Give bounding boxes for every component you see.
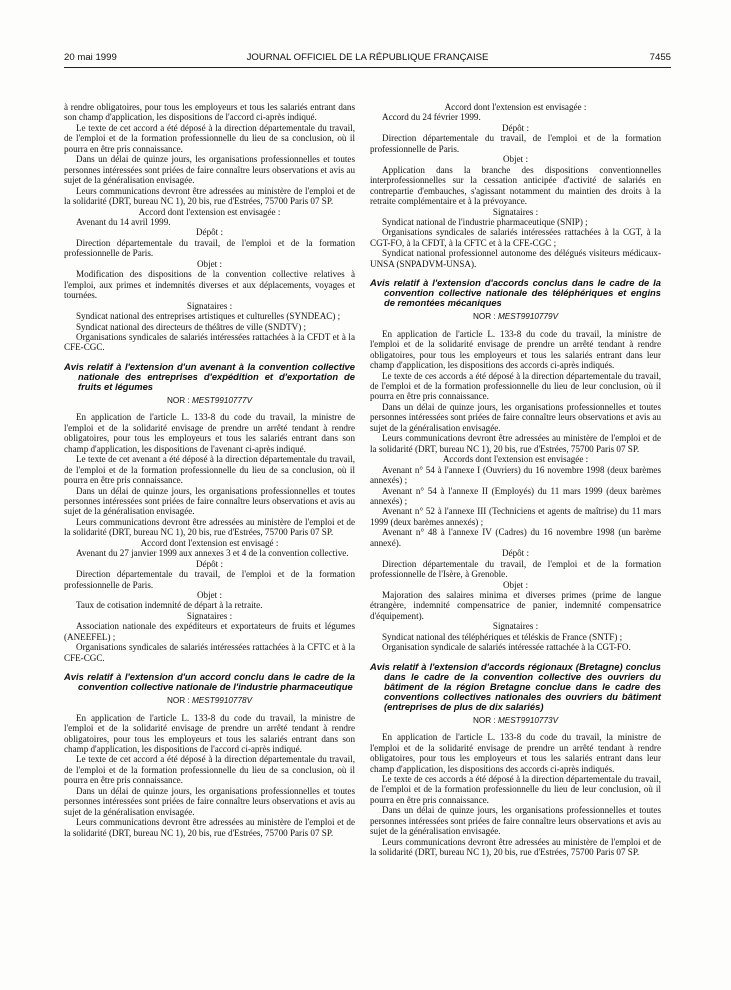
paragraph: Dans un délai de quinze jours, les organisations professionnelles et toutes personnes intéressées sont priées de faire connaître leurs observations et avis au sujet de la généralisation envisagée. [64, 485, 355, 517]
nor-reference [370, 312, 661, 322]
notice-heading: Avis relatif à l'extension d'accords régionaux (Bretagne) conclus dans le cadre de la convention collective des ouvriers du bâtiment de la région Bretagne conclue dans le cadre des conventions collectives nationales des ouvriers du bâtiment (entreprises de plus de dix salariés) [370, 660, 661, 712]
paragraph: Syndicat national des téléphériques et téléskis de France (SNTF) ; [382, 631, 623, 642]
section-label: Accord dont l'extension est envisagée : [138, 206, 281, 217]
section-label: Dépôt : [195, 558, 224, 569]
nor-reference [64, 696, 355, 706]
paragraph: Dans un délai de quinze jours, les organisations professionnelles et toutes personnes intéressées sont priées de faire connaître leurs observations et avis au sujet de la généralisation envisagée. [64, 154, 355, 186]
nor-label: NOR : [166, 395, 192, 405]
paragraph: Avenant du 14 avril 1999. [76, 216, 171, 227]
paragraph: Application dans la branche des dispositions conventionnelles interprofessionnelles sur la cessation anticipée d'activité de salariés en contrepartie d'embauches, s'agissant notamment du maintien des droits à la retraite complémentaire et à la prévoyance. [370, 164, 661, 207]
header-journal-title: JOURNAL OFFICIEL DE LA RÉPUBLIQUE FRANÇAISE [246, 52, 489, 63]
section-label: Dépôt : [195, 227, 224, 238]
section-label: Accords dont l'extension est envisagée : [442, 454, 589, 465]
section-label: Signataires : [492, 621, 539, 632]
paragraph: Le texte de cet avenant a été déposé à la direction départementale du travail, de l'emploi et de la formation professionnelle du lieu de sa conclusion, où il pourra en être pris connaissance. [64, 454, 355, 486]
nor-code: MEST9910773V [497, 715, 559, 725]
paragraph: En application de l'article L. 133-8 du code du travail, la ministre de l'emploi et de la solidarité envisage de prendre un arrêté tendant à rendre obligatoires, pour tous les employeurs et tous les salariés entrant dans son champ d'application, les dispositions de l'accord ci-après indiqué. [64, 712, 355, 755]
nor-code: MEST9910778V [191, 696, 253, 706]
paragraph: Dans un délai de quinze jours, les organisations professionnelles et toutes personnes intéressées sont priées de faire connaître leurs observations et avis au sujet de la généralisation envisagée. [370, 805, 661, 837]
paragraph: Leurs communications devront être adressées au ministère de l'emploi et de la solidarité (DRT, bureau NC 1), 20 bis, rue d'Estrées, 75700 Paris 07 SP. [64, 185, 355, 207]
paragraph: Avenant n° 54 à l'annexe I (Ouvriers) du 16 novembre 1998 (deux barèmes annexés) ; [370, 464, 661, 486]
nor-code: MEST9910777V [191, 395, 253, 405]
paragraph: Leurs communications devront être adressées au ministère de l'emploi et de la solidarité (DRT, bureau NC 1), 20 bis, rue d'Estrées, 75700 Paris 07 SP. [64, 516, 355, 538]
paragraph: En application de l'article L. 133-8 du code du travail, la ministre de l'emploi et de la solidarité envisage de prendre un arrêté tendant à rendre obligatoires, pour tous les employeurs et tous les salariés entrant dans leur champ d'application, les dispositions des accords ci-après indiqués. [370, 732, 661, 774]
paragraph: Avenant n° 52 à l'annexe III (Techniciens et agents de maîtrise) du 11 mars 1999 (deux barèmes annexés) ; [370, 506, 661, 527]
section-label: Dépôt : [501, 122, 530, 133]
running-header [64, 52, 671, 66]
header-page-number: 7455 [649, 52, 671, 63]
notice-heading: Avis relatif à l'extension d'un avenant à la convention collective nationale des entreprises d'expédition et d'exportation de fruits et légumes [64, 360, 355, 392]
paragraph: Avenant n° 48 à l'annexe IV (Cadres) du 16 novembre 1998 (un barème annexé). [370, 527, 661, 548]
nor-label: NOR : [472, 312, 498, 322]
section-label: Signataires : [186, 610, 233, 621]
paragraph: Avenant n° 54 à l'annexe II (Employés) du 11 mars 1999 (deux barèmes annexés) ; [370, 485, 661, 506]
paragraph: Direction départementale du travail, de l'emploi et de la formation professionnelle de Paris. [64, 237, 355, 259]
paragraph: Avenant du 27 janvier 1999 aux annexes 3 et 4 de la convention collective. [76, 548, 349, 559]
paragraph: Taux de cotisation indemnité de départ à la retraite. [76, 600, 263, 611]
section-label: Objet : [196, 590, 222, 601]
section-label: Accord dont l'extension est envisagé : [140, 537, 279, 548]
paragraph: à rendre obligatoires, pour tous les employeurs et tous les salariés entrant dans son champ d'application, les dispositions de l'accord ci-après indiqué. [64, 102, 355, 123]
nor-reference [370, 716, 661, 726]
paragraph: Accord du 24 février 1999. [382, 112, 481, 123]
notice-heading: Avis relatif à l'extension d'un accord conclu dans le cadre de la convention collective nationale de l'industrie pharmaceutique [64, 671, 355, 693]
paragraph: Dans un délai de quinze jours, les organisations professionnelles et toutes personnes intéressées sont priées de faire connaître leurs observations et avis au sujet de la généralisation envisagée. [370, 401, 661, 433]
paragraph: Organisations syndicales de salariés intéressées rattachées à la CFDT et à la CFE-CGC. [64, 331, 355, 353]
nor-code: MEST9910779V [497, 312, 559, 322]
paragraph: Organisations syndicales de salariés intéressées rattachées à la CGT, à la CGT-FO, à la CFDT, à la CFTC et à la CFE-CGC ; [370, 227, 661, 248]
paragraph: Le texte de ces accords a été déposé à la direction départementale du travail, de l'emploi et de la formation professionnelle du lieu de leur conclusion, où il pourra en être pris connaissance. [370, 774, 661, 805]
nor-label: NOR : [472, 715, 498, 725]
paragraph: Leurs communications devront être adressées au ministère de l'emploi et de la solidarité (DRT, bureau NC 1), 20 bis, rue d'Estrées, 75700 Paris 07 SP. [370, 836, 661, 858]
paragraph: Organisation syndicale de salariés intéressée rattachée à la CGT-FO. [382, 642, 631, 653]
left-column [64, 102, 355, 838]
nor-label: NOR : [166, 696, 192, 706]
nor-reference [64, 396, 355, 406]
paragraph: Direction départementale du travail, de l'emploi et de la formation professionnelle de l'Isère, à Grenoble. [370, 558, 661, 580]
paragraph: Le texte de cet accord a été déposé à la direction départementale du travail, de l'emploi et de la formation professionnelle du lieu de sa conclusion, où il pourra en être pris connaissance. [64, 122, 355, 154]
paragraph: En application de l'article L. 133-8 du code du travail, la ministre de l'emploi et de la solidarité envisage de prendre un arrêté tendant à rendre obligatoires, pour tous les employeurs et tous les salariés entrant dans leur champ d'application, les dispositions des accords ci-après indiqués. [370, 328, 661, 371]
section-label: Accord dont l'extension est envisagée : [444, 102, 587, 112]
paragraph: Leurs communications devront être adressées au ministère de l'emploi et de la solidarité (DRT, bureau NC 1), 20 bis, rue d'Estrées, 75700 Paris 07 SP. [370, 433, 661, 454]
paragraph: Dans un délai de quinze jours, les organisations professionnelles et toutes personnes intéressées sont priées de faire connaître leurs observations et avis au sujet de la généralisation envisagée. [64, 785, 355, 817]
paragraph: Syndicat national des entreprises artistiques et culturelles (SYNDEAC) ; [76, 311, 341, 322]
paragraph: Modification des dispositions de la convention collective relatives à l'emploi, aux primes et indemnités diverses et aux déplacements, voyages et tournées. [64, 269, 355, 301]
paragraph: Le texte de cet accord a été déposé à la direction départementale du travail, de l'emploi et de la formation professionnelle du lieu de sa conclusion, où il pourra en être pris connaissance. [64, 754, 355, 786]
paragraph: Direction départementale du travail, de l'emploi et de la formation professionnelle de Paris. [64, 569, 355, 590]
section-label: Signataires : [186, 300, 233, 311]
notice-heading: Avis relatif à l'extension d'accords conclus dans le cadre de la convention collective nationale des téléphériques et engins de remontées mécaniques [370, 277, 661, 309]
section-label: Dépôt : [501, 548, 530, 559]
section-label: Signataires : [492, 206, 539, 217]
section-label: Objet : [196, 258, 222, 269]
paragraph: Association nationale des expéditeurs et exportateurs de fruits et légumes (ANEEFEL) ; [64, 621, 355, 642]
paragraph: Majoration des salaires minima et diverses primes (prime de langue étrangère, indemnité compensatrice de panier, indemnité compensatrice d'équipement). [370, 590, 661, 621]
paragraph: Leurs communications devront être adressées au ministère de l'emploi et de la solidarité (DRT, bureau NC 1), 20 bis, rue d'Estrées, 75700 Paris 07 SP. [64, 817, 355, 838]
right-column [370, 102, 661, 858]
paragraph: Organisations syndicales de salariés intéressées rattachées à la CFTC et à la CFE-CGC. [64, 642, 355, 663]
paragraph: Syndicat national des directeurs de théâtres de ville (SNDTV) ; [76, 321, 307, 332]
paragraph: Syndicat national professionnel autonome des délégués visiteurs médicaux-UNSA (SNPADVM-UNSA). [370, 248, 661, 269]
section-label: Objet : [502, 154, 528, 165]
paragraph: Syndicat national de l'industrie pharmaceutique (SNIP) ; [382, 216, 588, 227]
section-label: Objet : [502, 579, 528, 590]
paragraph: Direction départementale du travail, de l'emploi et de la formation professionnelle de Paris. [370, 133, 661, 154]
paragraph: En application de l'article L. 133-8 du code du travail, la ministre de l'emploi et de la solidarité envisage de prendre un arrêté tendant à rendre obligatoires, pour tous les employeurs et tous les salariés entrant dans son champ d'application, les dispositions de l'avenant ci-après indiqué. [64, 412, 355, 454]
header-date: 20 mai 1999 [64, 52, 117, 63]
paragraph: Le texte de ces accords a été déposé à la direction départementale du travail, de l'emploi et de la formation professionnelle du lieu de leur conclusion, où il pourra en être pris connaissance. [370, 370, 661, 402]
header-rule [64, 67, 671, 68]
